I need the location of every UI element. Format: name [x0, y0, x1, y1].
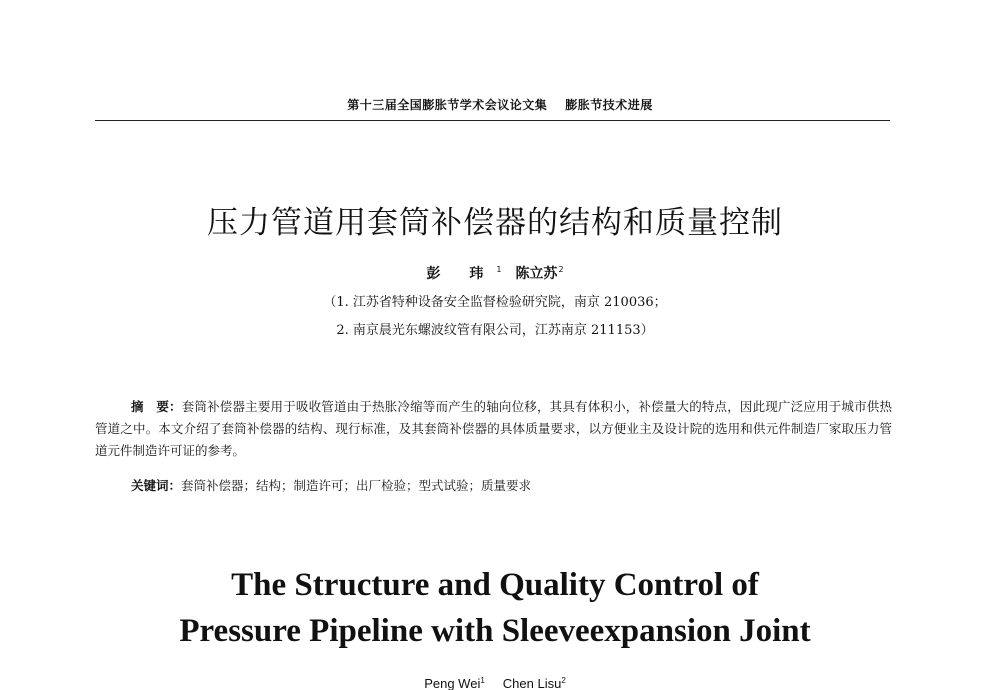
english-title-line-2: Pressure Pipeline with Sleeveexpansion Joint: [179, 613, 811, 649]
header-rule: [95, 120, 890, 121]
chinese-authors: [0, 263, 990, 283]
english-authors: [0, 676, 990, 690]
affiliation-1: （1. 江苏省特种设备安全监督检验研究院，南京 210036；: [323, 295, 667, 310]
running-head: [0, 96, 1000, 113]
keywords: [131, 476, 891, 494]
keywords-text: 套筒补偿器；结构；制造许可；出厂检验；型式试验；质量要求: [181, 478, 532, 493]
author-name-1: 彭 玮: [426, 266, 496, 282]
chinese-title: 压力管道用套筒补偿器的结构和质量控制: [207, 205, 783, 241]
proceedings-title: 第十三届全国膨胀节学术会议论文集: [347, 98, 548, 112]
abstract: [95, 396, 892, 462]
english-author-name-2: Chen Lisu: [502, 676, 562, 690]
english-author-name-1: Peng Wei: [424, 676, 481, 690]
english-author-affil-mark-2: 2: [561, 676, 566, 685]
english-author-affil-mark-1: 1: [480, 676, 485, 685]
keywords-label: 关键词：: [131, 478, 182, 493]
author-affil-mark-1: 1: [496, 265, 502, 274]
affiliation-2: 2. 南京晨光东螺波纹管有限公司，江苏南京 211153）: [336, 323, 654, 338]
author-affil-mark-2: 2: [558, 265, 564, 274]
abstract-text: 套筒补偿器主要用于吸收管道由于热胀冷缩等而产生的轴向位移，其具有体积小，补偿量大的特点，因此现广泛应用于城市供热管道之中。本文介绍了套筒补偿器的结构、现行标准，及其套筒补偿器的具体质量要求，以方便业主及设计院的选用和供元件制造厂家取压力管道元件制造许可证的参考。: [95, 399, 892, 458]
author-name-2: 陈立苏: [515, 266, 558, 282]
abstract-label: 摘 要：: [131, 399, 182, 414]
english-title-line-1: The Structure and Quality Control of: [231, 567, 759, 603]
section-title: 膨胀节技术进展: [565, 98, 653, 112]
